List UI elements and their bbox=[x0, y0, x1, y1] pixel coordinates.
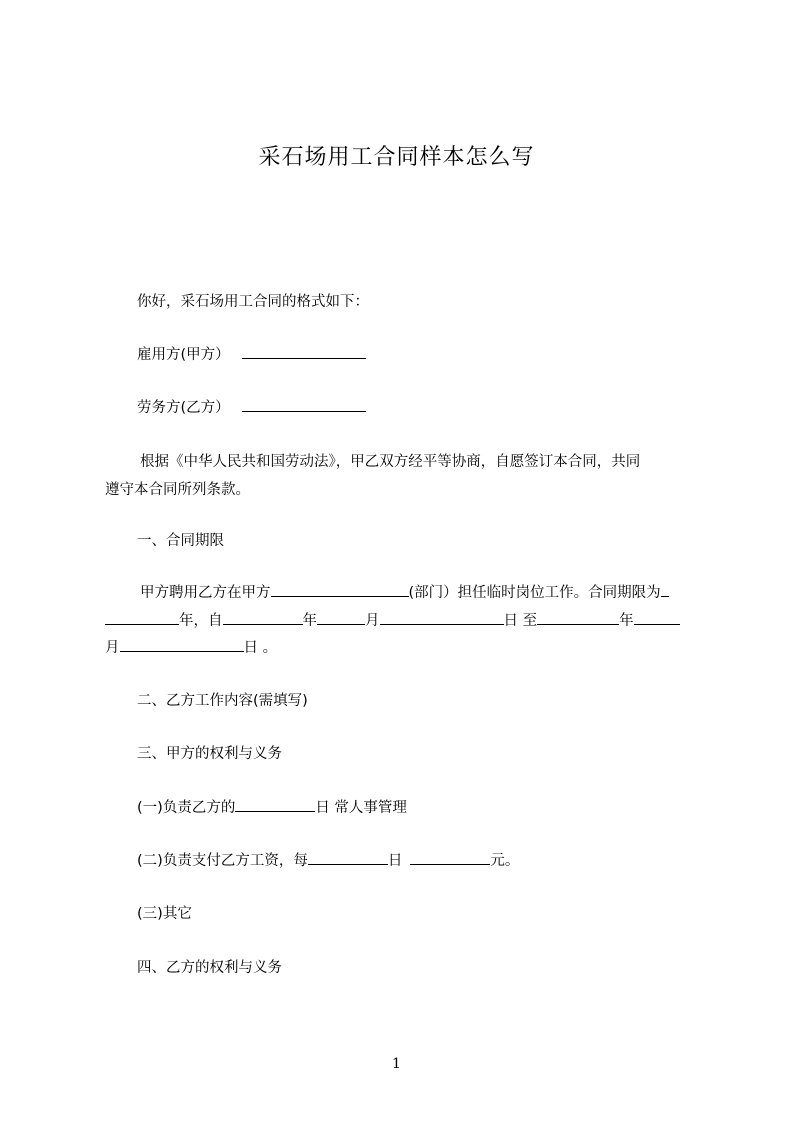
item-text: (一)负责乙方的 bbox=[137, 800, 236, 816]
term-text: 月 bbox=[365, 613, 380, 629]
period-blank-start bbox=[661, 581, 669, 597]
item-1-blank bbox=[235, 796, 315, 812]
section-4-heading: 四、乙方的权利与义务 bbox=[137, 960, 282, 976]
department-blank bbox=[271, 581, 409, 597]
party-b-blank bbox=[242, 396, 366, 412]
greeting-line: 你好，采石场用工合同的格式如下： bbox=[137, 294, 369, 310]
pay-day-blank bbox=[308, 849, 388, 865]
term-paragraph-line-1 bbox=[140, 581, 669, 605]
start-month-blank bbox=[317, 609, 365, 625]
end-year-blank bbox=[537, 609, 619, 625]
section-3-heading: 三、甲方的权利与义务 bbox=[137, 746, 282, 762]
start-day-blank bbox=[380, 609, 504, 625]
item-text: 日 常人事管理 bbox=[315, 800, 407, 816]
term-paragraph-line-2 bbox=[105, 609, 680, 633]
party-b-line bbox=[137, 396, 366, 420]
term-text: 年 bbox=[619, 613, 634, 629]
party-a-blank bbox=[242, 343, 366, 359]
years-blank bbox=[105, 609, 179, 625]
term-text: 月 bbox=[105, 640, 120, 656]
section-2-heading: 二、乙方工作内容(需填写) bbox=[137, 693, 308, 709]
preamble-line-2: 遵守本合同所列条款。 bbox=[105, 482, 250, 498]
term-text: 甲方聘用乙方在甲方 bbox=[140, 585, 271, 601]
term-text: 日 。 bbox=[243, 640, 278, 656]
party-a-label: 雇用方(甲方） bbox=[137, 347, 230, 363]
pay-amount-blank bbox=[410, 849, 490, 865]
term-text: 年 bbox=[302, 613, 317, 629]
term-text: (部门）担任临时岗位工作。合同期限为 bbox=[408, 585, 661, 601]
preamble-line-1: 根据《中华人民共和国劳动法》，甲乙双方经平等协商，自愿签订本合同，共同 bbox=[140, 454, 641, 470]
party-a-item-3: (三)其它 bbox=[137, 906, 192, 922]
start-year-blank bbox=[223, 609, 303, 625]
party-a-item-1 bbox=[137, 796, 407, 820]
party-a-item-2 bbox=[137, 849, 519, 873]
end-day-blank bbox=[120, 636, 244, 652]
party-a-line bbox=[137, 343, 366, 367]
item-text: 日 bbox=[387, 853, 403, 869]
item-text: 元。 bbox=[490, 853, 520, 869]
section-1-heading: 一、合同期限 bbox=[137, 533, 224, 549]
term-text: 年，自 bbox=[179, 613, 223, 629]
term-paragraph-line-3 bbox=[105, 636, 277, 660]
item-text: (二)负责支付乙方工资，每 bbox=[137, 853, 308, 869]
party-b-label: 劳务方(乙方） bbox=[137, 400, 230, 416]
page-number: 1 bbox=[392, 1056, 401, 1072]
end-month-blank bbox=[634, 609, 680, 625]
document-title: 采石场用工合同样本怎么写 bbox=[258, 145, 535, 170]
term-text: 日 至 bbox=[503, 613, 538, 629]
